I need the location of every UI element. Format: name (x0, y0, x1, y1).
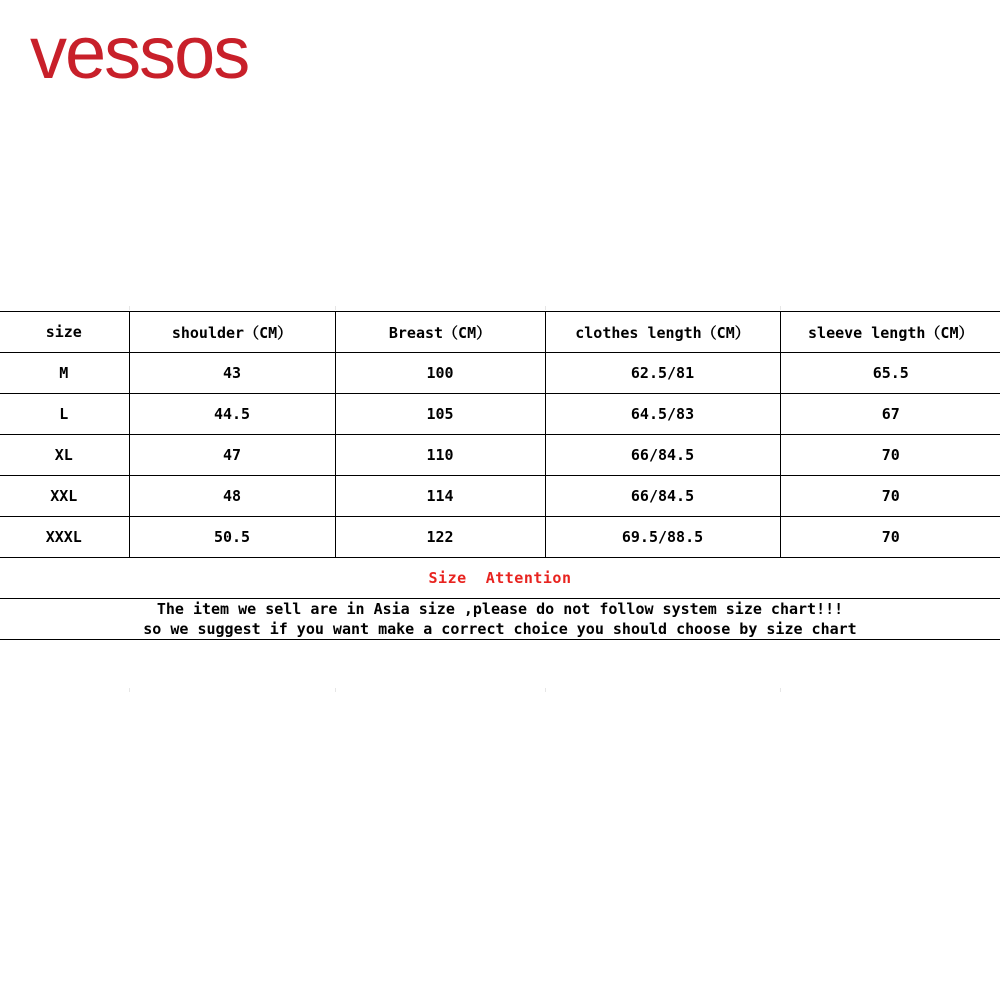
table-row (0, 435, 1000, 476)
cell-breast: 105 (335, 394, 545, 435)
cell-size: M (0, 353, 129, 394)
cell-clothes-length: 69.5/88.5 (545, 517, 780, 558)
cell-size: XXXL (0, 517, 129, 558)
cell-sleeve-length: 70 (780, 476, 1000, 517)
cell-breast: 100 (335, 353, 545, 394)
notice-line-2: so we suggest if you want make a correct choice you should choose by size chart (143, 620, 857, 638)
header-sleeve-length: sleeve length（CM） (780, 312, 1000, 353)
cell-clothes-length: 66/84.5 (545, 435, 780, 476)
cell-breast: 122 (335, 517, 545, 558)
table-row (0, 353, 1000, 394)
logo-text: vessos (30, 20, 249, 90)
grid-tick (780, 306, 781, 310)
cell-shoulder: 50.5 (129, 517, 335, 558)
bottom-gridline-marks (0, 688, 1000, 692)
grid-tick (129, 306, 130, 310)
cell-shoulder: 47 (129, 435, 335, 476)
cell-sleeve-length: 67 (780, 394, 1000, 435)
size-chart-table (0, 311, 1000, 640)
grid-tick (545, 306, 546, 310)
notice-line-1: The item we sell are in Asia size ,please do not follow system size chart!!! (156, 600, 844, 618)
cell-shoulder: 48 (129, 476, 335, 517)
vessos-logo-wordmark (30, 20, 340, 90)
size-attention-label: Size Attention (0, 558, 1000, 599)
cell-sleeve-length: 70 (780, 435, 1000, 476)
grid-tick (545, 688, 546, 692)
grid-tick (335, 306, 336, 310)
grid-tick (780, 688, 781, 692)
table-row (0, 476, 1000, 517)
notice-cell (0, 599, 1000, 640)
top-gridline-marks (0, 306, 1000, 310)
cell-sleeve-length: 65.5 (780, 353, 1000, 394)
cell-size: XXL (0, 476, 129, 517)
header-shoulder: shoulder（CM） (129, 312, 335, 353)
table-row (0, 517, 1000, 558)
cell-size: XL (0, 435, 129, 476)
cell-clothes-length: 66/84.5 (545, 476, 780, 517)
cell-shoulder: 44.5 (129, 394, 335, 435)
grid-tick (129, 688, 130, 692)
header-breast: Breast（CM） (335, 312, 545, 353)
attention-row (0, 558, 1000, 599)
table-header-row (0, 312, 1000, 353)
cell-size: L (0, 394, 129, 435)
table-row (0, 394, 1000, 435)
cell-clothes-length: 64.5/83 (545, 394, 780, 435)
grid-tick (335, 688, 336, 692)
cell-clothes-length: 62.5/81 (545, 353, 780, 394)
cell-breast: 114 (335, 476, 545, 517)
cell-sleeve-length: 70 (780, 517, 1000, 558)
cell-shoulder: 43 (129, 353, 335, 394)
notice-row (0, 599, 1000, 640)
header-clothes-length: clothes length（CM） (545, 312, 780, 353)
header-size: size (0, 312, 129, 353)
brand-logo (30, 20, 340, 90)
cell-breast: 110 (335, 435, 545, 476)
